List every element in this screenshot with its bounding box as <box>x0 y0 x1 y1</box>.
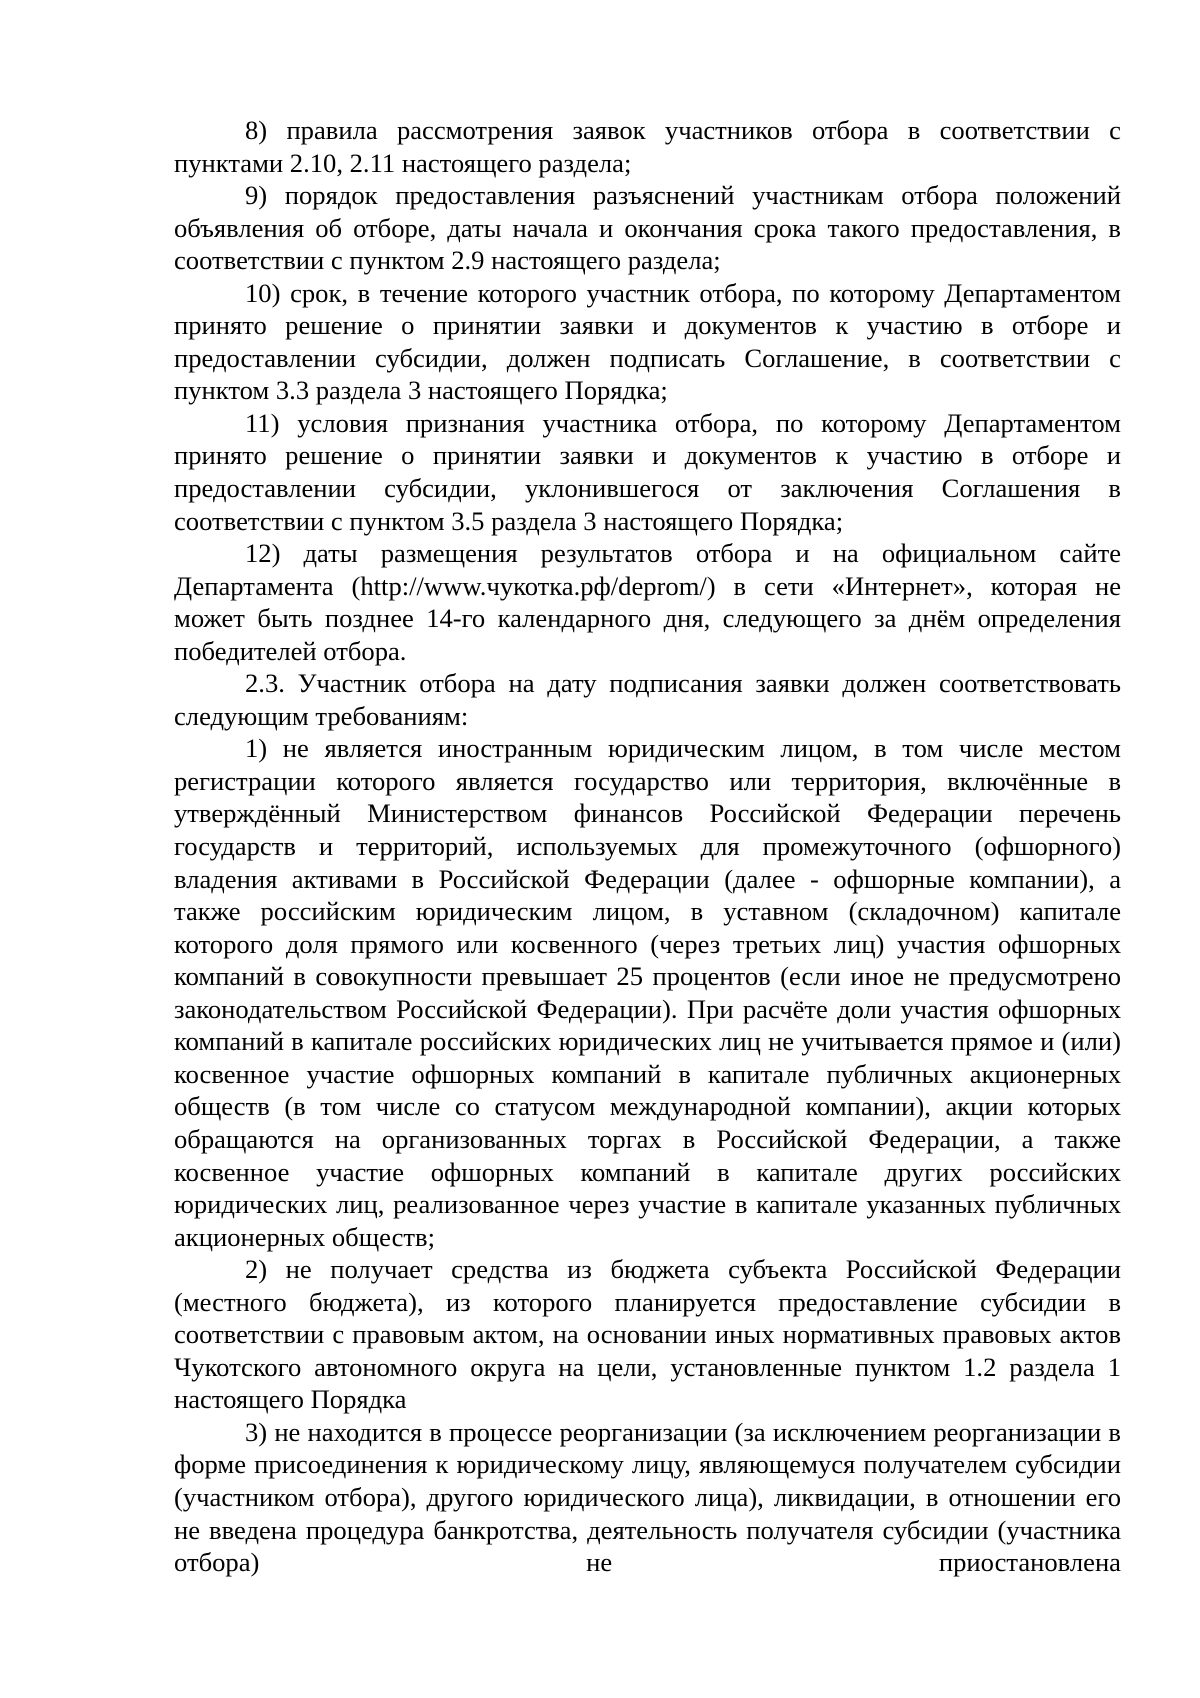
paragraph-requirement-1: 1) не является иностранным юридическим лицом, в том числе местом регистрации которого является государство или территория, включённые в утверждённый Министерством финансов Российской Федерации перечень государств и территорий, используемых для промежуточного (офшорного) владения активами в Российской Федерации (далее - офшорные компании), а также российским юридическим лицом, в уставном (складочном) капитале которого доля прямого или косвенного (через третьих лиц) участия офшорных компаний в совокупности превышает 25 процентов (если иное не предусмотрено законодательством Российской Федерации). При расчёте доли участия офшорных компаний в капитале российских юридических лиц не учитывается прямое и (или) косвенное участие офшорных компаний в капитале публичных акционерных обществ (в том числе со статусом международной компании), акции которых обращаются на организованных торгах в Российской Федерации, а также косвенное участие офшорных компаний в капитале других российских юридических лиц, реализованное через участие в капитале указанных публичных акционерных обществ; <box>174 733 1121 1252</box>
paragraph-item-11: 11) условия признания участника отбора, по которому Департаментом принято решение о принятии заявки и документов к участию в отборе и предоставлении субсидии, уклонившегося от заключения Соглашения в соответствии с пунктом 3.5 раздела 3 настоящего Порядка; <box>174 407 1121 536</box>
paragraph-requirement-2: 2) не получает средства из бюджета субъекта Российской Федерации (местного бюджета), из которого планируется предоставление субсидии в соответствии с правовым актом, на основании иных нормативных правовых актов Чукотского автономного округа на цели, установленные пунктом 1.2 раздела 1 настоящего Порядка <box>174 1254 1121 1415</box>
paragraph-item-10: 10) срок, в течение которого участник отбора, по которому Департаментом принято решение о принятии заявки и документов к участию в отборе и предоставлении субсидии, должен подписать Соглашение, в соответствии с пунктом 3.3 раздела 3 настоящего Порядка; <box>174 277 1121 406</box>
paragraph-requirement-3: 3) не находится в процессе реорганизации (за исключением реорганизации в форме присоединения к юридическому лицу, являющемуся получателем субсидии (участником отбора), другого юридического лица), ликвидации, в отношении его не введена процедура банкротства, деятельность получателя субсидии (участника отбора) не приостановлена <box>174 1416 1121 1578</box>
paragraph-item-8: 8) правила рассмотрения заявок участников отбора в соответствии с пунктами 2.10, 2.11 настоящего раздела; <box>174 115 1121 178</box>
paragraph-item-9: 9) порядок предоставления разъяснений участникам отбора положений объявления об отборе, даты начала и окончания срока такого предоставления, в соответствии с пунктом 2.9 настоящего раздела; <box>174 180 1121 276</box>
paragraph-item-12: 12) даты размещения результатов отбора и на официальном сайте Департамента (http://www.чукотка.рф/deprom/) в сети «Интернет», которая не может быть позднее 14-го календарного дня, следующего за днём определения победителей отбора. <box>174 538 1121 666</box>
paragraph-section-2-3: 2.3. Участник отбора на дату подписания заявки должен соответствовать следующим требованиям: <box>174 668 1121 731</box>
document-body <box>174 114 1121 1579</box>
